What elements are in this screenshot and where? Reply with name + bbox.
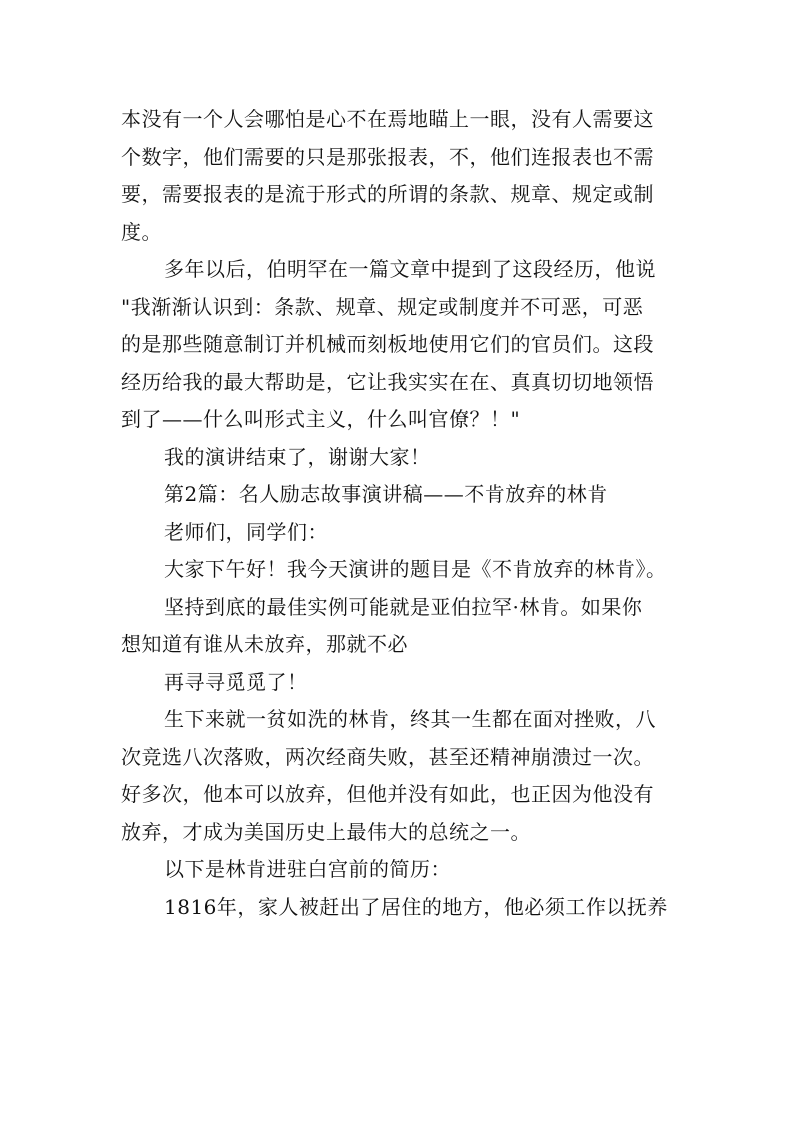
document-body bbox=[121, 101, 681, 926]
text-line: 的是那些随意制订并机械而刻板地使用它们的官员们。这段 bbox=[121, 332, 654, 356]
text-line: 经历给我的最大帮助是，它让我实实在在、真真切切地领悟 bbox=[121, 369, 654, 394]
text-line: "我渐渐认识到：条款、规章、规定或制度并不可恶，可恶 bbox=[121, 294, 644, 319]
text-line: 以下是林肯进驻白宫前的简历： bbox=[164, 857, 451, 881]
text-line: 我的演讲结束了，谢谢大家！ bbox=[164, 444, 431, 469]
text-line: 到了——什么叫形式主义，什么叫官僚？！" bbox=[121, 407, 521, 431]
text-line: 第2篇：名人励志故事演讲稿——不肯放弃的林肯 bbox=[164, 482, 608, 506]
text-line: 老师们，同学们： bbox=[164, 519, 328, 544]
text-line: 1816年，家人被赶出了居住的地方，他必须工作以抚养 bbox=[164, 894, 668, 919]
text-line: 想知道有谁从未放弃，那就不必 bbox=[121, 632, 408, 656]
text-line: 好多次，他本可以放弃，但他并没有如此，也正因为他没有 bbox=[121, 782, 654, 806]
text-line: 要，需要报表的是流于形式的所谓的条款、规章、规定或制 bbox=[121, 182, 654, 206]
text-line: 大家下午好！我今天演讲的题目是《不肯放弃的林肯》。 bbox=[164, 557, 667, 581]
text-line: 度。 bbox=[121, 219, 162, 244]
text-line: 再寻寻觅觅了！ bbox=[164, 669, 308, 694]
text-line: 坚持到底的最佳实例可能就是亚伯拉罕·林肯。如果你 bbox=[164, 594, 643, 619]
text-line: 个数字，他们需要的只是那张报表，不，他们连报表也不需 bbox=[121, 144, 654, 169]
text-line: 次竞选八次落败，两次经商失败，甚至还精神崩溃过一次。 bbox=[121, 744, 654, 769]
text-line: 生下来就一贫如洗的林肯，终其一生都在面对挫败，八 bbox=[164, 707, 656, 731]
text-line: 放弃，才成为美国历史上最伟大的总统之一。 bbox=[121, 819, 531, 844]
text-line: 多年以后，伯明罕在一篇文章中提到了这段经历，他说 bbox=[164, 257, 656, 281]
text-line: 本没有一个人会哪怕是心不在焉地瞄上一眼，没有人需要这 bbox=[121, 107, 654, 131]
